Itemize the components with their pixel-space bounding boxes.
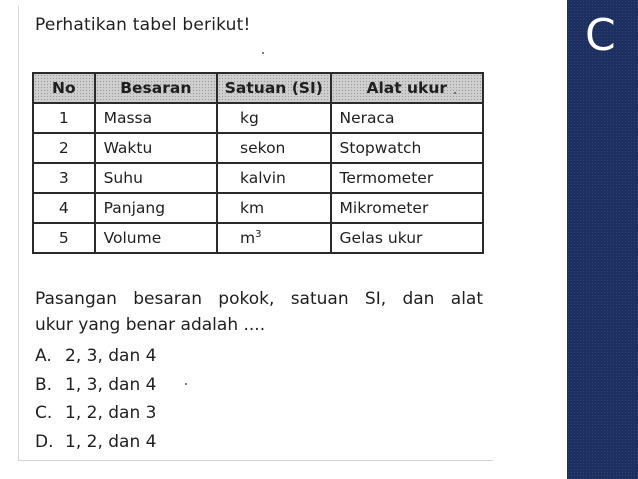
- unit-exponent: 3: [255, 229, 262, 240]
- quantities-table: [32, 72, 484, 254]
- intro-text: Perhatikan tabel berikut!: [35, 15, 251, 35]
- header-besaran: Besaran: [95, 73, 217, 103]
- header-no: No: [33, 73, 95, 103]
- scan-speck: [262, 52, 264, 54]
- option-a[interactable]: [35, 342, 156, 371]
- cell-besaran: Volume: [95, 223, 217, 253]
- scan-speck: [185, 383, 187, 385]
- cell-satuan: km: [217, 193, 331, 223]
- option-text: 1, 2, dan 3: [65, 403, 157, 424]
- option-text: 2, 3, dan 4: [65, 346, 157, 367]
- cell-no: 5: [33, 223, 95, 253]
- cell-besaran: Massa: [95, 103, 217, 133]
- cell-alat-ukur: Mikrometer: [331, 193, 483, 223]
- cell-besaran: Suhu: [95, 163, 217, 193]
- cell-satuan: kg: [217, 103, 331, 133]
- cell-besaran: Waktu: [95, 133, 217, 163]
- option-letter: D.: [35, 431, 54, 452]
- table-row: [33, 193, 483, 223]
- table-row: [33, 223, 483, 253]
- decorative-sidebar: [567, 0, 638, 479]
- table-row: [33, 133, 483, 163]
- option-c[interactable]: [35, 399, 156, 428]
- question-line-1: Pasangan besaran pokok, satuan SI, dan alat: [35, 289, 483, 309]
- option-letter: B.: [35, 374, 53, 395]
- header-alat-ukur: Alat ukur: [331, 73, 483, 103]
- cell-alat-ukur: Termometer: [331, 163, 483, 193]
- unit-base: m: [240, 229, 256, 247]
- cell-alat-ukur: Neraca: [331, 103, 483, 133]
- table-row: [33, 103, 483, 133]
- header-satuan: Satuan (SI): [217, 73, 331, 103]
- question-line-2: ukur yang benar adalah ....: [35, 315, 266, 335]
- table-header-row: [33, 73, 483, 103]
- cell-besaran: Panjang: [95, 193, 217, 223]
- option-text: 1, 2, dan 4: [65, 431, 157, 452]
- answer-letter: C: [585, 10, 616, 61]
- cell-satuan: kalvin: [217, 163, 331, 193]
- cell-no: 1: [33, 103, 95, 133]
- answer-options: [35, 342, 156, 456]
- cell-alat-ukur: Gelas ukur: [331, 223, 483, 253]
- option-d[interactable]: [35, 428, 156, 457]
- cell-no: 4: [33, 193, 95, 223]
- option-text: 1, 3, dan 4: [65, 374, 157, 395]
- option-b[interactable]: [35, 371, 156, 400]
- cell-alat-ukur: Stopwatch: [331, 133, 483, 163]
- cell-satuan: [217, 223, 331, 253]
- option-letter: C.: [35, 403, 53, 424]
- cell-no: 2: [33, 133, 95, 163]
- table-row: [33, 163, 483, 193]
- cell-no: 3: [33, 163, 95, 193]
- option-letter: A.: [35, 346, 52, 367]
- cell-satuan: sekon: [217, 133, 331, 163]
- scan-speck: [454, 92, 456, 94]
